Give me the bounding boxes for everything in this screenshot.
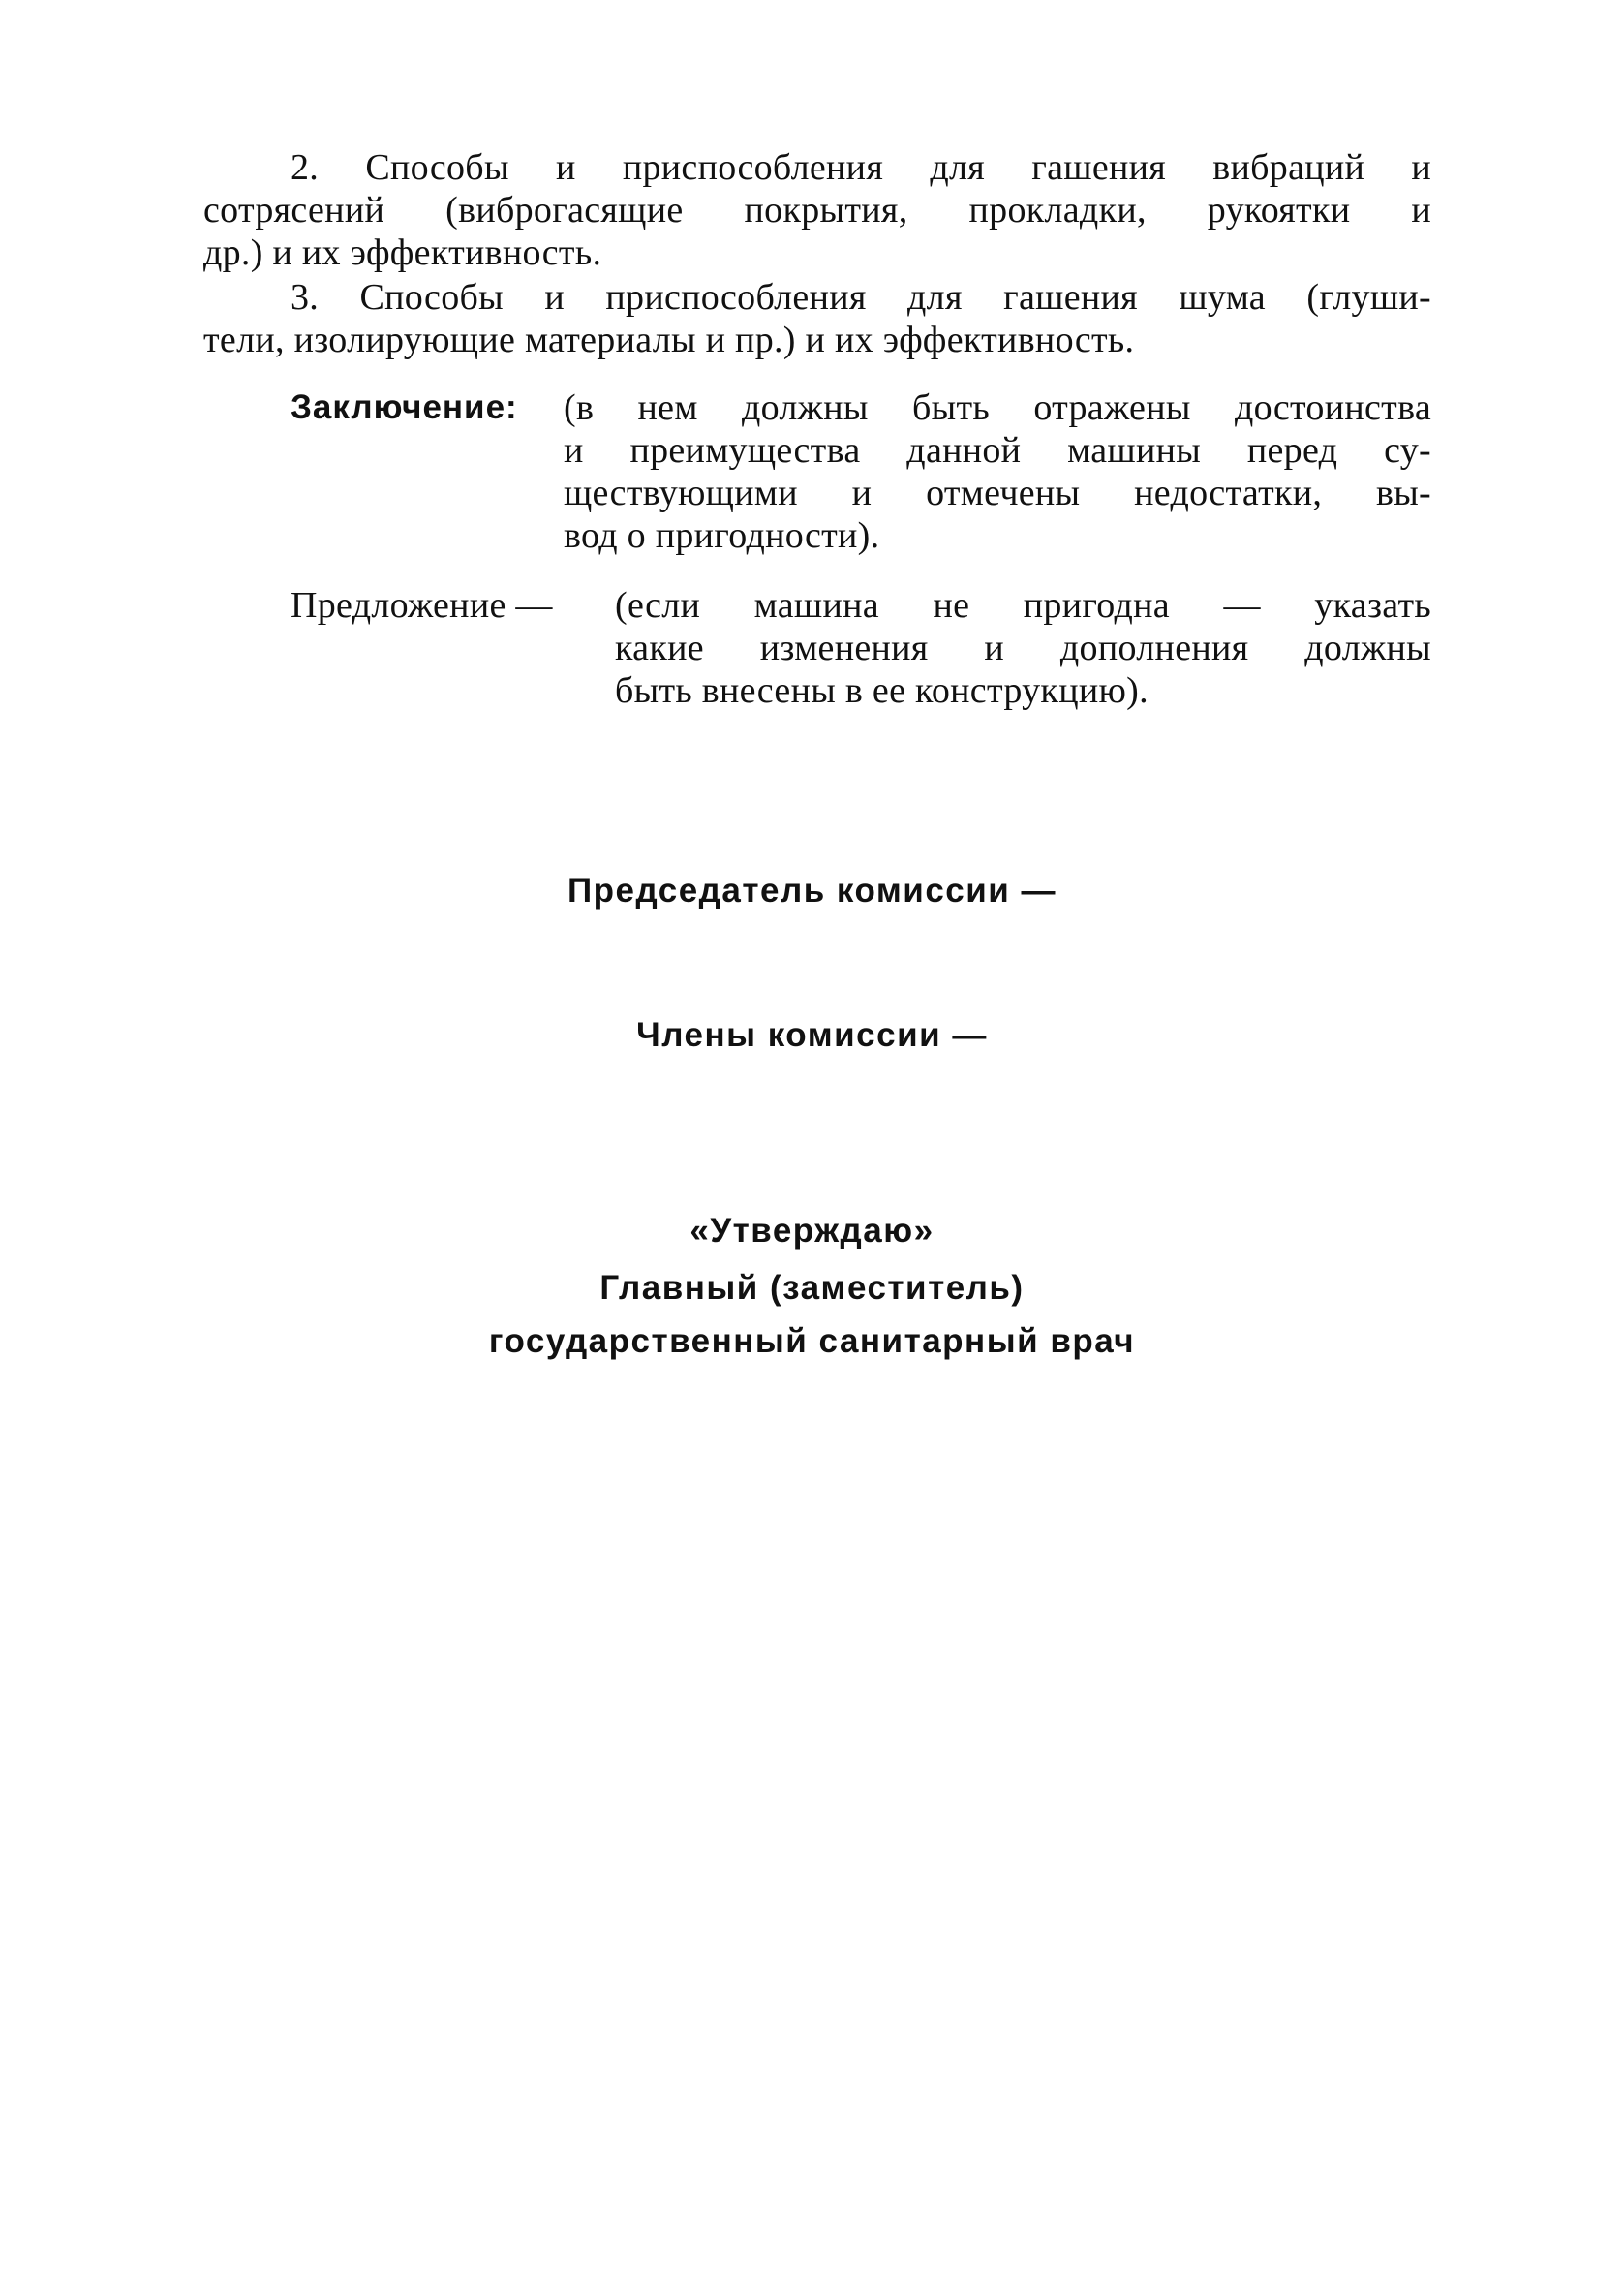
members-signature: Члены комиссии — xyxy=(636,1016,988,1054)
item-2-line-2: сотрясений (виброгасящие покрытия, прокладки, рукоятки и xyxy=(203,190,1431,231)
conclusion-line-3: ществующими и отмечены недостатки, вы- xyxy=(564,473,1431,513)
item-2-line-3: др.) и их эффективность. xyxy=(203,232,602,273)
conclusion-line-4: вод о пригодности). xyxy=(564,515,880,556)
chairman-signature: Председатель комиссии — xyxy=(567,872,1057,910)
proposal-line-1: (если машина не пригодна — указать xyxy=(615,585,1431,626)
item-2-line-1: 2. Способы и приспособления для гашения вибраций и xyxy=(291,147,1431,188)
conclusion-line-1: (в нем должны быть отражены достоинства xyxy=(564,387,1431,428)
proposal-line-3: быть внесены в ее конструкцию). xyxy=(615,670,1149,711)
proposal-label: Предложение — xyxy=(291,585,553,626)
item-3-line-2: тели, изолирующие материалы и пр.) и их эффективность. xyxy=(203,320,1135,360)
conclusion-label: Заключение: xyxy=(291,388,518,426)
conclusion-line-2: и преимущества данной машины перед су- xyxy=(564,430,1431,471)
proposal-line-2: какие изменения и дополнения должны xyxy=(615,628,1431,668)
approval-quote: «Утверждаю» xyxy=(689,1212,935,1250)
approval-line-2: государственный санитарный врач xyxy=(488,1322,1136,1360)
approval-line-1: Главный (заместитель) xyxy=(599,1269,1025,1307)
item-3-line-1: 3. Способы и приспособления для гашения шума (глуши- xyxy=(291,277,1431,318)
